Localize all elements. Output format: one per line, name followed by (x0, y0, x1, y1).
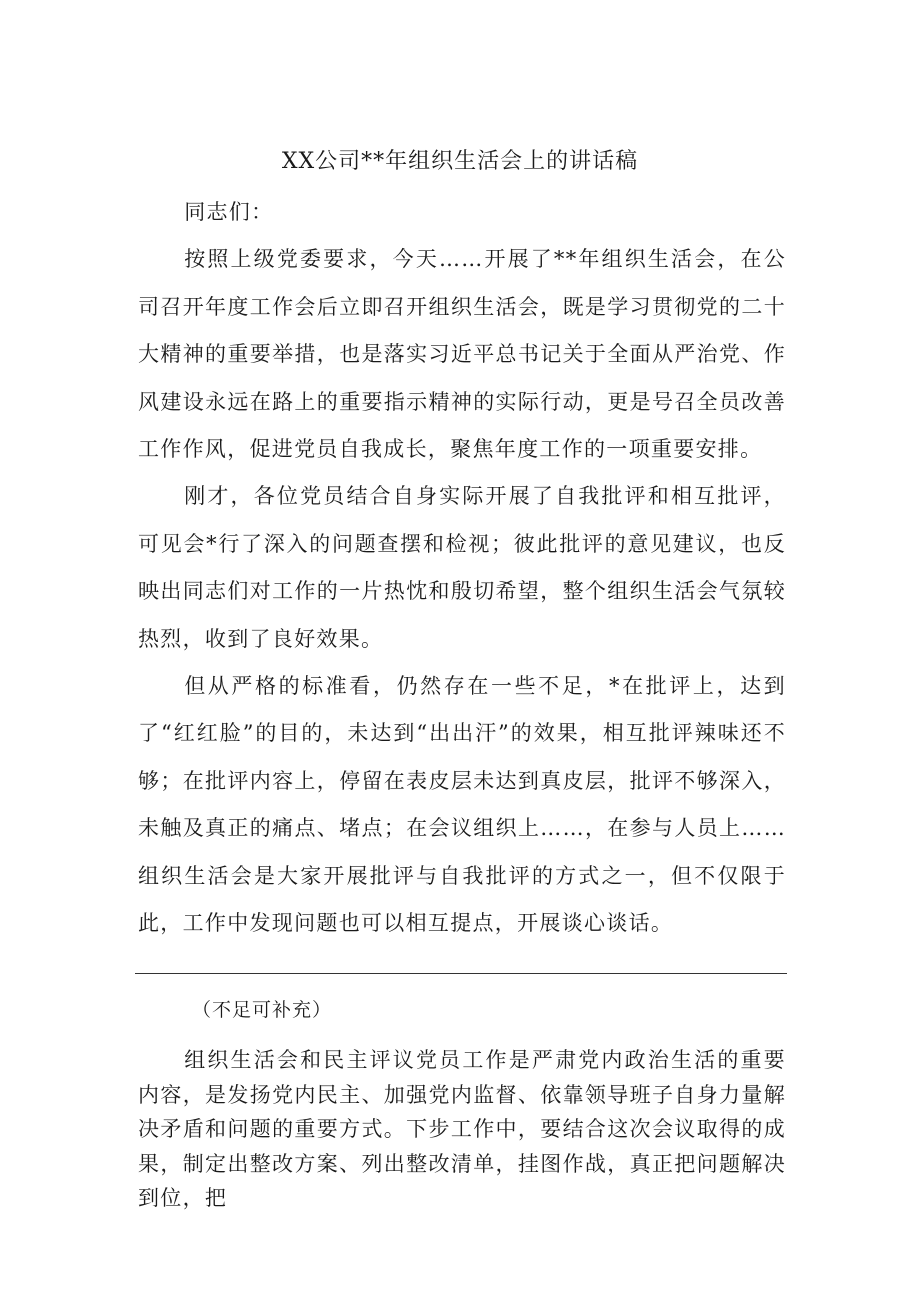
closing-section (138, 1043, 786, 1216)
section-divider (135, 973, 787, 974)
document-title: XX公司**年组织生活会上的讲话稿 (281, 149, 639, 174)
paragraph-closing: 组织生活会和民主评议党员工作是严肃党内政治生活的重要内容，是发扬党内民主、加强党内监督、依靠领导班子自身力量解决矛盾和问题的重要方式。下步工作中，要结合这次会议取得的成果，制定出整改方案、列出整改清单，挂图作战，真正把问题解决到位，把 (138, 1048, 786, 1210)
speech-body (138, 189, 786, 948)
paragraph-review: 刚才，各位党员结合自身实际开展了自我批评和相互批评，可见会*行了深入的问题查摆和检视；彼此批评的意见建议，也反映出同志们对工作的一片热忱和殷切希望，整个组织生活会气氛较热烈，收到了良好效果。 (138, 484, 786, 651)
paragraph-shortcomings: 但从严格的标准看，仍然存在一些不足，*在批评上，达到了“红红脸”的目的，未达到“出出汗”的效果，相互批评辣味还不够；在批评内容上，停留在表皮层未达到真皮层，批评不够深入，未触及真正的痛点、堵点；在会议组织上……，在参与人员上……组织生活会是大家开展批评与自我批评的方式之一，但不仅限于此，工作中发现问题也可以相互提点，开展谈心谈话。 (138, 674, 786, 936)
greeting: 同志们： (184, 200, 274, 224)
paragraph-opening: 按照上级党委要求，今天……开展了**年组织生活会，在公司召开年度工作会后立即召开组织生活会，既是学习贯彻党的二十大精神的重要举措，也是落实习近平总书记关于全面从严治党、作风建设永远在路上的重要指示精神的实际行动，更是号召全员改善工作作风，促进党员自我成长，聚焦年度工作的一项重要安排。 (138, 247, 786, 462)
supplement-note: （不足可补充） (192, 999, 333, 1021)
